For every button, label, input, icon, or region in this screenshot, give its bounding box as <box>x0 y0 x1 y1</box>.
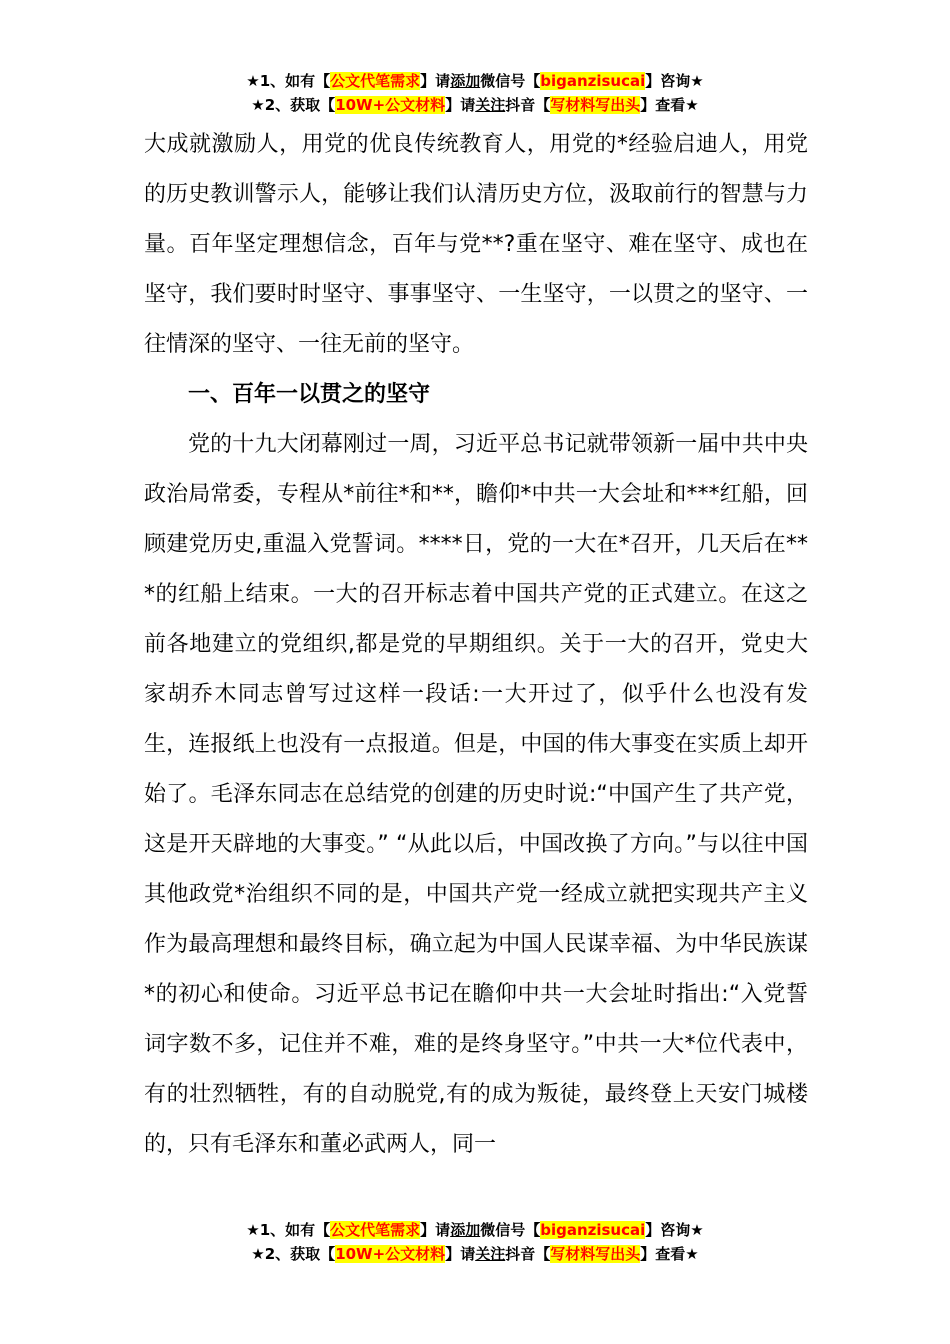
banner-text: 】请 <box>445 96 476 114</box>
banner-text: ★2、获取【 <box>251 1245 336 1263</box>
banner-line-2 <box>0 93 950 117</box>
highlight-wechat-id: biganzisucai <box>540 72 646 90</box>
banner-text: 】请 <box>420 1221 451 1239</box>
highlight-ghostwriting: 公文代笔需求 <box>330 1221 421 1239</box>
banner-text: 】请 <box>445 1245 476 1263</box>
banner-text: 抖音【 <box>505 1245 551 1263</box>
banner-text: 】咨询★ <box>645 72 704 90</box>
intro-paragraph: 大成就激励人，用党的优良传统教育人，用党的*经验启迪人，用党的历史教训警示人，能够让我们认清历史方位，汲取前行的智慧与力量。百年坚定理想信念，百年与党**?重在坚守、难在坚守、成也在坚守，我们要时时坚守、事事坚守、一生坚守，一以贯之的坚守、一往情深的坚守、一往无前的坚守。 <box>144 132 808 357</box>
document-body <box>144 120 808 1170</box>
banner-emphasis: 添加 <box>450 72 481 90</box>
highlight-materials: 10W+公文材料 <box>335 1245 446 1263</box>
banner-line-1 <box>0 69 950 93</box>
banner-emphasis: 关注 <box>475 96 506 114</box>
banner-text: 】查看★ <box>640 1245 699 1263</box>
highlight-douyin-account: 写材料写出头 <box>550 1245 641 1263</box>
banner-text: ★1、如有【 <box>246 72 331 90</box>
banner-text: 】查看★ <box>640 96 699 114</box>
highlight-ghostwriting: 公文代笔需求 <box>330 72 421 90</box>
banner-emphasis: 关注 <box>475 1245 506 1263</box>
header-banner <box>0 69 950 117</box>
banner-text: 】咨询★ <box>645 1221 704 1239</box>
highlight-douyin-account: 写材料写出头 <box>550 96 641 114</box>
banner-text: 抖音【 <box>505 96 551 114</box>
section-heading: 一、百年一以贯之的坚守 <box>188 382 431 407</box>
banner-line-2 <box>0 1242 950 1266</box>
banner-text: 微信号【 <box>480 1221 541 1239</box>
banner-text: 微信号【 <box>480 72 541 90</box>
highlight-materials: 10W+公文材料 <box>335 96 446 114</box>
section-paragraph: 党的十九大闭幕刚过一周，习近平总书记就带领新一届中共中央政治局常委，专程从*前往*和**，瞻仰*中共一大会址和***红船，回顾建党历史,重温入党誓词。****日，党的一大在*召开，几天后在***的红船上结束。一大的召开标志着中国共产党的正式建立。在这之前各地建立的党组织,都是党的早期组织。关于一大的召开，党史大家胡乔木同志曾写过这样一段话:一大开过了，似乎什么也没有发生，连报纸上也没有一点报道。但是，中国的伟大事变在实质上却开始了。毛泽东同志在总结党的创建的历史时说:“中国产生了共产党，这是开天辟地的大事变。” “从此以后，中国改换了方向。”与以往中国其他政党*治组织不同的是，中国共产党一经成立就把实现共产主义作为最高理想和最终目标，确立起为中国人民谋幸福、为中华民族谋*的初心和使命。习近平总书记在瞻仰中共一大会址时指出:“入党誓词字数不多，记住并不难，难的是终身坚守。”中共一大*位代表中，有的壮烈牺牲，有的自动脱党,有的成为叛徒，最终登上天安门城楼的，只有毛泽东和董必武两人，同一 <box>144 432 808 1157</box>
banner-text: 】请 <box>420 72 451 90</box>
banner-text: ★1、如有【 <box>246 1221 331 1239</box>
footer-banner <box>0 1218 950 1266</box>
highlight-wechat-id: biganzisucai <box>540 1221 646 1239</box>
banner-line-1 <box>0 1218 950 1242</box>
banner-text: ★2、获取【 <box>251 96 336 114</box>
banner-emphasis: 添加 <box>450 1221 481 1239</box>
